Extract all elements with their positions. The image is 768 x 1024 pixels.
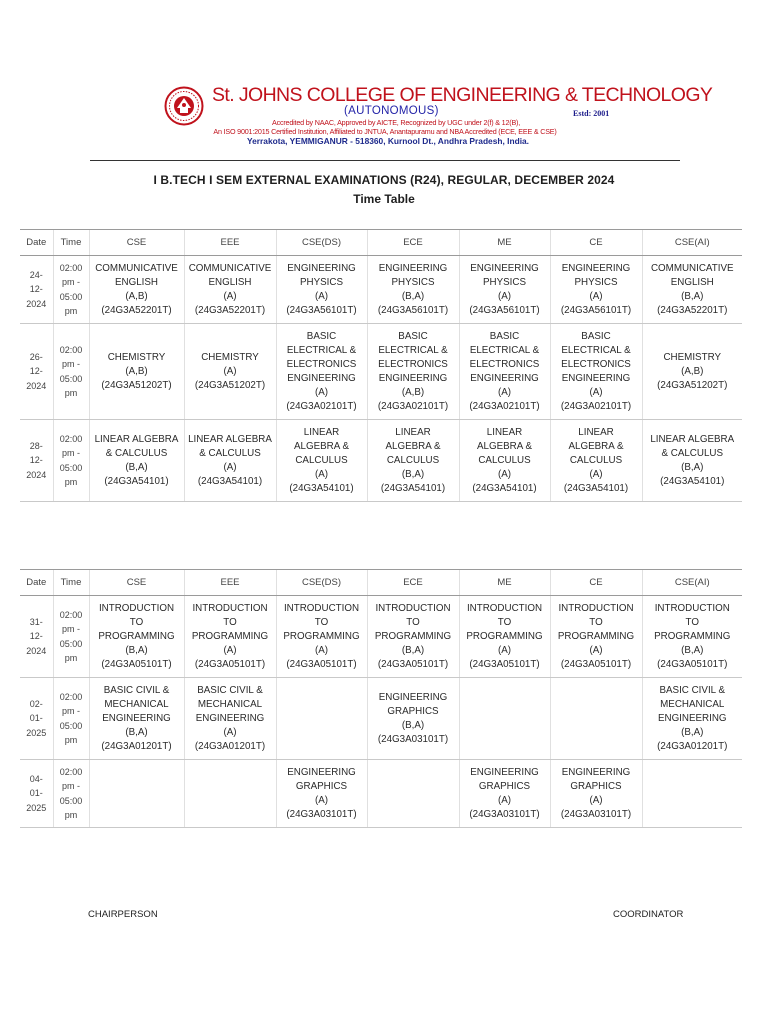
cell-text-line: PROGRAMMING: [191, 630, 269, 642]
cell-text-line: 02:00: [59, 262, 83, 273]
subject-cell: [184, 678, 276, 760]
column-header-me: ME: [459, 570, 550, 596]
cell-text-line: MECHANICAL: [660, 698, 725, 710]
timetable-part-1: [20, 229, 742, 502]
cell-text-line: BASIC: [581, 330, 611, 342]
cell-text-line: (24G3A03101T): [377, 733, 449, 745]
cell-text-line: pm -: [62, 448, 80, 458]
cell-text-line: GRAPHICS: [570, 780, 622, 792]
cell-text-line: PROGRAMMING: [283, 630, 360, 642]
cell-text-line: BASIC CIVIL &: [103, 684, 170, 696]
subject-cell: [89, 420, 184, 502]
cell-text-line: ELECTRONICS: [469, 358, 540, 370]
cell-text-line: 05:00: [59, 291, 83, 302]
cell-text-line: (24G3A56101T): [560, 304, 632, 316]
cell-text-line: (24G3A56101T): [286, 304, 357, 316]
cell-text-line: PROGRAMMING: [374, 630, 452, 642]
subject-cell: [550, 760, 642, 828]
cell-text-line: ELECTRICAL &: [561, 344, 631, 356]
cell-text-line: CALCULUS: [478, 454, 531, 466]
cell-text-line: ELECTRICAL &: [469, 344, 540, 356]
cell-text-line: 2024: [26, 380, 47, 391]
cell-text-line: (A): [223, 644, 237, 656]
cell-text-line: ALGEBRA &: [568, 440, 624, 452]
cell-text-line: 26-: [29, 351, 43, 362]
cell-text-line: ENGINEERING: [470, 372, 539, 384]
cell-text-line: 02:00: [59, 609, 83, 620]
cell-text-line: (B,A): [681, 726, 704, 738]
subject-cell: [642, 324, 742, 420]
cell-text-line: GRAPHICS: [478, 780, 531, 792]
cell-text-line: (A): [497, 386, 512, 398]
cell-text-line: COMMUNICATIVE: [650, 262, 734, 274]
table-header-row: [20, 570, 742, 596]
cell-text-line: (24G3A54101): [380, 482, 446, 494]
cell-text-line: (A): [223, 365, 237, 377]
subject-cell: [642, 256, 742, 324]
cell-text-line: (24G3A05101T): [560, 658, 632, 670]
subject-cell: [367, 760, 459, 828]
subject-cell: [89, 256, 184, 324]
cell-text-line: TO: [129, 616, 144, 628]
cell-text-line: ELECTRONICS: [286, 358, 357, 370]
column-header-ece: ECE: [367, 570, 459, 596]
cell-text-line: ENGINEERING: [102, 712, 171, 724]
cell-text-line: (A): [589, 468, 603, 480]
cell-text-line: (A): [223, 726, 237, 738]
cell-text-line: (A): [589, 386, 603, 398]
exam-title: I B.TECH I SEM EXTERNAL EXAMINATIONS (R24), REGULAR, DECEMBER 2024: [153, 173, 615, 187]
subject-cell: [184, 420, 276, 502]
column-header-ce: CE: [550, 570, 642, 596]
subject-cell: [459, 420, 550, 502]
cell-text-line: (B,A): [681, 290, 704, 302]
subject-cell: [276, 596, 367, 678]
table-row: [20, 256, 742, 324]
subject-cell: [550, 420, 642, 502]
subject-cell: [642, 420, 742, 502]
cell-text-line: (B,A): [401, 468, 425, 480]
subject-cell: [89, 596, 184, 678]
cell-text-line: TO: [589, 616, 603, 628]
cell-text-line: (A): [589, 794, 603, 806]
accreditation-line-2: An ISO 9001:2015 Certified Institution, Affiliated to JNTUA, Anantapuramu and NBA Accredited (ECE, EEE & CSE): [213, 127, 557, 136]
cell-text-line: 12-: [29, 366, 43, 377]
subject-cell: [89, 760, 184, 828]
cell-text-line: ENGINEERING: [378, 691, 448, 703]
cell-text-line: 12-: [29, 284, 43, 295]
subject-cell: [367, 678, 459, 760]
subject-cell: [459, 256, 550, 324]
cell-text-line: ENGINEERING: [378, 372, 448, 384]
cell-text-line: ELECTRONICS: [378, 358, 448, 370]
column-header-eee: EEE: [184, 570, 276, 596]
cell-text-line: CALCULUS: [386, 454, 440, 466]
cell-text-line: ENGINEERING: [561, 262, 631, 274]
cell-text-line: 2025: [26, 727, 47, 738]
cell-text-line: (24G3A02101T): [377, 400, 449, 412]
cell-text-line: (A): [314, 644, 329, 656]
cell-text-line: BASIC: [306, 330, 337, 342]
cell-text-line: (24G3A03101T): [286, 808, 357, 820]
cell-text-line: pm: [64, 810, 78, 820]
cell-text-line: ENGINEERING: [287, 262, 356, 274]
subject-cell: [459, 760, 550, 828]
cell-text-line: INTRODUCTION: [558, 602, 634, 614]
cell-text-line: PROGRAMMING: [654, 630, 731, 642]
date-cell: [20, 760, 53, 828]
cell-text-line: MECHANICAL: [104, 698, 169, 710]
college-address: Yerrakota, YEMMIGANUR - 518360, Kurnool Dt., Andhra Pradesh, India.: [246, 136, 530, 146]
cell-text-line: CALCULUS: [295, 454, 348, 466]
cell-text-line: (A): [223, 290, 237, 302]
subject-cell: [367, 420, 459, 502]
cell-text-line: 02:00: [59, 433, 83, 444]
cell-text-line: PHYSICS: [574, 276, 618, 288]
cell-text-line: (24G3A05101T): [286, 658, 357, 670]
coordinator-signature-label: COORDINATOR: [613, 909, 684, 920]
cell-text-line: & CALCULUS: [661, 447, 724, 459]
subject-cell: [89, 678, 184, 760]
letterhead: [160, 84, 713, 150]
cell-text-line: ALGEBRA &: [477, 440, 532, 452]
timetable-subtitle: Time Table: [353, 192, 415, 206]
cell-text-line: (24G3A52201T): [194, 304, 266, 316]
cell-text-line: (B,A): [125, 461, 148, 473]
cell-text-line: TO: [223, 616, 237, 628]
subject-cell: [184, 324, 276, 420]
subject-cell: [367, 596, 459, 678]
cell-text-line: (A): [589, 290, 603, 302]
subject-cell: [276, 760, 367, 828]
subject-cell: [642, 596, 742, 678]
date-cell: [20, 596, 53, 678]
autonomous-label: (AUTONOMOUS): [344, 105, 439, 117]
cell-text-line: (24G3A05101T): [469, 658, 540, 670]
cell-text-line: 2024: [26, 469, 47, 480]
cell-text-line: (A): [314, 468, 329, 480]
cell-text-line: BASIC CIVIL &: [659, 684, 726, 696]
cell-text-line: LINEAR: [303, 426, 340, 438]
cell-text-line: ENGINEERING: [561, 766, 631, 778]
cell-text-line: pm -: [62, 781, 80, 791]
cell-text-line: BASIC CIVIL &: [197, 684, 263, 696]
chairperson-signature-label: CHAIRPERSON: [88, 909, 158, 920]
cell-text-line: pm: [64, 477, 78, 487]
date-cell: [20, 256, 53, 324]
cell-text-line: PHYSICS: [482, 276, 526, 288]
cell-text-line: 28-: [29, 440, 43, 451]
cell-text-line: 05:00: [59, 638, 83, 649]
time-cell: [53, 678, 89, 760]
column-header-cse-ds: CSE(DS): [276, 570, 367, 596]
cell-text-line: (B,A): [125, 726, 148, 738]
date-cell: [20, 420, 53, 502]
cell-text-line: (B,A): [681, 644, 704, 656]
cell-text-line: (A): [314, 794, 329, 806]
cell-text-line: 12-: [29, 455, 43, 466]
cell-text-line: INTRODUCTION: [192, 602, 268, 614]
cell-text-line: COMMUNICATIVE: [188, 262, 272, 274]
cell-text-line: 2025: [26, 802, 47, 813]
cell-text-line: (24G3A51202T): [657, 379, 728, 391]
cell-text-line: pm -: [62, 277, 80, 287]
cell-text-line: LINEAR ALGEBRA: [94, 433, 179, 445]
subject-cell: [276, 324, 367, 420]
column-header-cse-ds: CSE(DS): [276, 230, 367, 256]
cell-text-line: (24G3A02101T): [560, 400, 632, 412]
cell-text-line: ALGEBRA &: [385, 440, 441, 452]
cell-text-line: pm -: [62, 624, 80, 634]
subject-cell: [459, 596, 550, 678]
cell-text-line: 02:00: [59, 344, 83, 355]
subject-cell: [642, 678, 742, 760]
cell-text-line: 24-: [29, 269, 43, 280]
cell-text-line: ENGINEERING: [378, 262, 448, 274]
subject-cell: [184, 256, 276, 324]
cell-text-line: 12-: [29, 631, 43, 642]
column-header-eee: EEE: [184, 230, 276, 256]
column-header-ece: ECE: [367, 230, 459, 256]
date-cell: [20, 678, 53, 760]
cell-text-line: (24G3A05101T): [194, 658, 266, 670]
subject-cell: [550, 324, 642, 420]
cell-text-line: (24G3A05101T): [657, 658, 728, 670]
cell-text-line: pm -: [62, 706, 80, 716]
cell-text-line: ALGEBRA &: [294, 440, 349, 452]
cell-text-line: (A,B): [681, 365, 704, 377]
cell-text-line: ENGINEERING: [287, 766, 356, 778]
subject-cell: [184, 596, 276, 678]
cell-text-line: pm: [64, 653, 78, 663]
cell-text-line: (B,A): [401, 644, 425, 656]
cell-text-line: BASIC: [489, 330, 520, 342]
cell-text-line: (24G3A54101): [197, 475, 263, 487]
cell-text-line: (24G3A54101): [472, 482, 537, 494]
cell-text-line: LINEAR: [486, 426, 523, 438]
cell-text-line: (A): [589, 644, 603, 656]
cell-text-line: 05:00: [59, 373, 83, 384]
cell-text-line: (24G3A54101): [104, 475, 169, 487]
date-cell: [20, 324, 53, 420]
cell-text-line: CHEMISTRY: [663, 351, 722, 363]
cell-text-line: (24G3A54101): [660, 475, 725, 487]
cell-text-line: TO: [685, 616, 699, 628]
cell-text-line: PHYSICS: [299, 276, 343, 288]
column-header-cse-ai: CSE(AI): [642, 570, 742, 596]
subject-cell: [184, 760, 276, 828]
cell-text-line: CHEMISTRY: [201, 351, 259, 363]
subject-cell: [276, 256, 367, 324]
table-header-row: [20, 230, 742, 256]
cell-text-line: INTRODUCTION: [375, 602, 451, 614]
column-header-ce: CE: [550, 230, 642, 256]
cell-text-line: 31-: [29, 616, 43, 627]
established-year: Estd: 2001: [573, 109, 610, 118]
cell-text-line: (A): [497, 290, 512, 302]
cell-text-line: 2024: [26, 645, 47, 656]
subject-cell: [367, 256, 459, 324]
cell-text-line: COMMUNICATIVE: [95, 262, 178, 274]
table-row: [20, 678, 742, 760]
cell-text-line: (A): [497, 468, 512, 480]
column-header-cse-ai: CSE(AI): [642, 230, 742, 256]
cell-text-line: (A,B): [125, 365, 148, 377]
cell-text-line: & CALCULUS: [105, 447, 168, 459]
cell-text-line: ENGLISH: [114, 276, 158, 288]
column-header-me: ME: [459, 230, 550, 256]
subject-cell: [276, 678, 367, 760]
cell-text-line: (A): [497, 794, 512, 806]
subject-cell: [89, 324, 184, 420]
college-name: St. JOHNS COLLEGE OF ENGINEERING & TECHNOLOGY: [212, 84, 713, 106]
cell-text-line: TO: [406, 616, 420, 628]
cell-text-line: (24G3A05101T): [101, 658, 172, 670]
cell-text-line: (24G3A56101T): [377, 304, 449, 316]
cell-text-line: pm -: [62, 359, 80, 369]
cell-text-line: (24G3A56101T): [469, 304, 540, 316]
cell-text-line: (A): [314, 290, 329, 302]
cell-text-line: (24G3A54101): [563, 482, 629, 494]
cell-text-line: CALCULUS: [569, 454, 623, 466]
cell-text-line: CHEMISTRY: [107, 351, 166, 363]
cell-text-line: pm: [64, 388, 78, 398]
cell-text-line: ENGLISH: [208, 276, 252, 288]
cell-text-line: LINEAR ALGEBRA: [188, 433, 272, 445]
table-row: [20, 596, 742, 678]
cell-text-line: (24G3A51202T): [194, 379, 266, 391]
cell-text-line: GRAPHICS: [295, 780, 348, 792]
cell-text-line: & CALCULUS: [199, 447, 261, 459]
cell-text-line: ENGINEERING: [470, 262, 539, 274]
cell-text-line: ENGLISH: [670, 276, 714, 288]
accreditation-line-1: Accredited by NAAC, Approved by AICTE, Recognized by UGC under 2(f) & 12(B),: [271, 118, 521, 127]
subject-cell: [550, 678, 642, 760]
table-row: [20, 420, 742, 502]
cell-text-line: (24G3A02101T): [469, 400, 540, 412]
time-cell: [53, 256, 89, 324]
cell-text-line: MECHANICAL: [197, 698, 263, 710]
cell-text-line: ENGINEERING: [561, 372, 631, 384]
subject-cell: [550, 256, 642, 324]
cell-text-line: 01-: [29, 713, 43, 724]
cell-text-line: GRAPHICS: [387, 705, 439, 717]
cell-text-line: PROGRAMMING: [466, 630, 543, 642]
time-cell: [53, 324, 89, 420]
cell-text-line: LINEAR: [395, 426, 431, 438]
time-cell: [53, 420, 89, 502]
header-divider: [90, 160, 680, 161]
cell-text-line: (A): [497, 644, 512, 656]
cell-text-line: TO: [497, 616, 512, 628]
cell-text-line: 05:00: [59, 720, 83, 731]
cell-text-line: PROGRAMMING: [557, 630, 635, 642]
cell-text-line: (24G3A01201T): [657, 740, 728, 752]
cell-text-line: PROGRAMMING: [98, 630, 175, 642]
subject-cell: [459, 678, 550, 760]
cell-text-line: (A,B): [125, 290, 148, 302]
cell-text-line: BASIC: [398, 330, 428, 342]
cell-text-line: 02:00: [59, 766, 83, 777]
cell-text-line: (B,A): [401, 719, 425, 731]
cell-text-line: 2024: [26, 298, 47, 309]
table-row: [20, 760, 742, 828]
column-header-date: Date: [20, 570, 53, 596]
cell-text-line: (A): [223, 461, 237, 473]
column-header-time: Time: [53, 230, 89, 256]
cell-text-line: 05:00: [59, 795, 83, 806]
cell-text-line: ELECTRICAL &: [286, 344, 357, 356]
cell-text-line: ENGINEERING: [287, 372, 356, 384]
time-cell: [53, 760, 89, 828]
cell-text-line: 02:00: [59, 691, 83, 702]
cell-text-line: ENGINEERING: [470, 766, 539, 778]
cell-text-line: 02-: [29, 698, 43, 709]
column-header-cse: CSE: [89, 570, 184, 596]
cell-text-line: (24G3A02101T): [286, 400, 357, 412]
cell-text-line: (24G3A52201T): [657, 304, 728, 316]
cell-text-line: INTRODUCTION: [98, 602, 175, 614]
subject-cell: [642, 760, 742, 828]
cell-text-line: ELECTRONICS: [561, 358, 631, 370]
cell-text-line: LINEAR: [578, 426, 614, 438]
cell-text-line: INTRODUCTION: [654, 602, 730, 614]
cell-text-line: 05:00: [59, 462, 83, 473]
cell-text-line: TO: [314, 616, 329, 628]
cell-text-line: PHYSICS: [391, 276, 435, 288]
cell-text-line: (B,A): [681, 461, 704, 473]
cell-text-line: 01-: [29, 788, 43, 799]
cell-text-line: (A,B): [401, 386, 425, 398]
cell-text-line: (24G3A03101T): [560, 808, 632, 820]
subject-cell: [459, 324, 550, 420]
cell-text-line: (24G3A01201T): [194, 740, 266, 752]
cell-text-line: ENGINEERING: [195, 712, 265, 724]
cell-text-line: pm: [64, 735, 78, 745]
subject-cell: [367, 324, 459, 420]
timetable-part-2: [20, 569, 742, 828]
subject-cell: [276, 420, 367, 502]
subject-cell: [550, 596, 642, 678]
cell-text-line: (A): [314, 386, 329, 398]
column-header-cse: CSE: [89, 230, 184, 256]
cell-text-line: (24G3A05101T): [377, 658, 449, 670]
cell-text-line: (24G3A51202T): [101, 379, 172, 391]
cell-text-line: ENGINEERING: [657, 712, 727, 724]
cell-text-line: 04-: [29, 773, 43, 784]
cell-text-line: (24G3A03101T): [469, 808, 540, 820]
table-row: [20, 324, 742, 420]
cell-text-line: ELECTRICAL &: [378, 344, 448, 356]
cell-text-line: (24G3A01201T): [101, 740, 172, 752]
time-cell: [53, 596, 89, 678]
cell-text-line: INTRODUCTION: [466, 602, 543, 614]
cell-text-line: (24G3A54101): [289, 482, 354, 494]
cell-text-line: pm: [64, 306, 78, 316]
cell-text-line: (24G3A52201T): [101, 304, 172, 316]
column-header-time: Time: [53, 570, 89, 596]
cell-text-line: LINEAR ALGEBRA: [650, 433, 735, 445]
cell-text-line: (B,A): [401, 290, 425, 302]
column-header-date: Date: [20, 230, 53, 256]
cell-text-line: (B,A): [125, 644, 148, 656]
cell-text-line: INTRODUCTION: [283, 602, 360, 614]
